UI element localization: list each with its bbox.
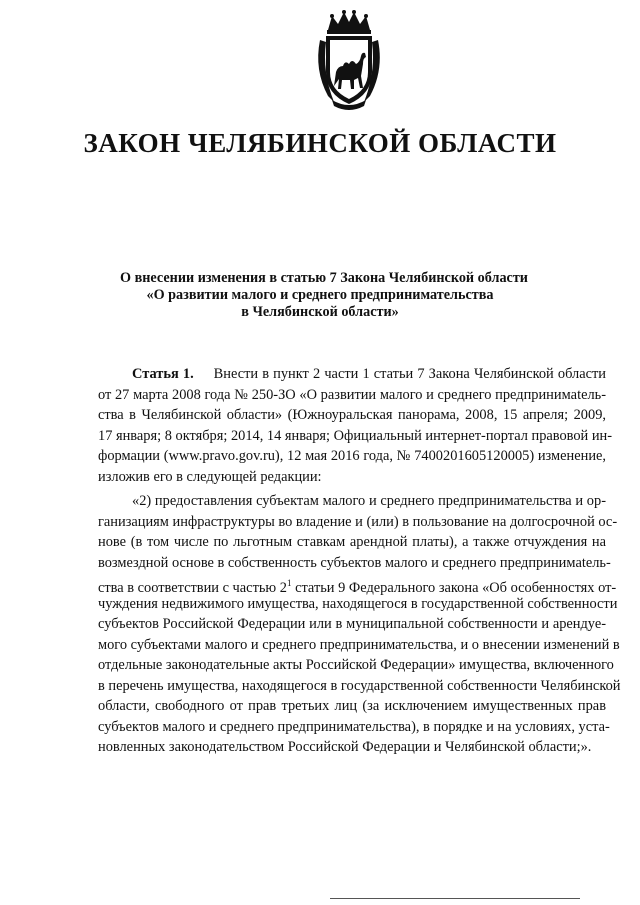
clause-text-line-with-footnote — [98, 573, 617, 596]
article-text-line: 17 января; 8 октября; 2014, 14 января; Официальный интернет-портал правовой ин- — [98, 427, 613, 444]
law-body — [98, 364, 621, 758]
clause-text-line: мого субъектами малого и среднего предпринимательства, и о внесении изменений в — [98, 636, 620, 653]
subtitle-line: в Челябинской области» — [241, 304, 399, 320]
clause-text-segment: ства в соответствии с частью 2 — [98, 579, 287, 596]
clause-text-line: «2) предоставления субъектам малого и среднего предпринимательства и ор- — [132, 493, 606, 509]
clause-text-segment: статьи 9 Федерального закона «Об особенностях от- — [295, 579, 617, 596]
clause-text-line: новленных законодательством Российской Федерации и Челябинской области;». — [98, 739, 592, 755]
clause-text-line: отдельные законодательные акты Российской Федерации» имущества, включенного — [98, 657, 614, 673]
law-title: ЗАКОН ЧЕЛЯБИНСКОЙ ОБЛАСТИ — [83, 128, 557, 158]
article-text: Внести в пункт 2 части 1 статьи 7 Закона Челябинской области — [213, 366, 606, 382]
article-text-line: изложив его в следующей редакции: — [98, 468, 322, 485]
clause-text-line: нове (в том числе по льготным ставкам арендной платы), а также отчуждения на — [98, 534, 606, 550]
subtitle-line: О внесении изменения в статью 7 Закона Челябинской области — [120, 270, 528, 286]
chelyabinsk-coat-of-arms-icon — [314, 10, 384, 110]
clause-text-line: субъектов Российской Федерации или в муниципальной собственности и арендуе- — [98, 616, 606, 632]
clause-text-line: области, свободного от прав третьих лиц (за исключением имущественных прав — [98, 698, 606, 714]
article-text-line: формации (www.pravo.gov.ru), 12 мая 2016 года, № 7400201605120005) изменение, — [98, 448, 606, 464]
article-text-line: ства в Челябинской области» (Южноуральская панорама, 2008, 15 апреля; 2009, — [98, 407, 606, 423]
bottom-divider — [330, 898, 580, 899]
subtitle-line: «О развитии малого и среднего предпринимательства — [146, 287, 494, 303]
clause-text-line: возмездной основе в собственность субъектов малого и среднего предпринимatель- — [98, 554, 611, 571]
clause-text-line: субъектов малого и среднего предпринимательства), в порядке и на условиях, уста- — [98, 718, 610, 735]
law-subtitle — [120, 270, 528, 321]
article-label: Статья 1. — [132, 366, 194, 382]
article-text-line: от 27 марта 2008 года № 250-ЗО «О развитии малого и среднего предпринимatель- — [98, 386, 606, 403]
clause-text-line: в перечень имущества, находящегося в государственной собственности Челябинской — [98, 677, 621, 694]
clause-text-line: ганизациям инфраструктуры во владение и (или) в пользование на долгосрочной ос- — [98, 513, 618, 530]
article-1-first-line — [98, 364, 606, 385]
superscript-reference: 1 — [286, 578, 292, 588]
clause-text-line: чуждения недвижимого имущества, находящегося в государственной собственности — [98, 595, 618, 612]
